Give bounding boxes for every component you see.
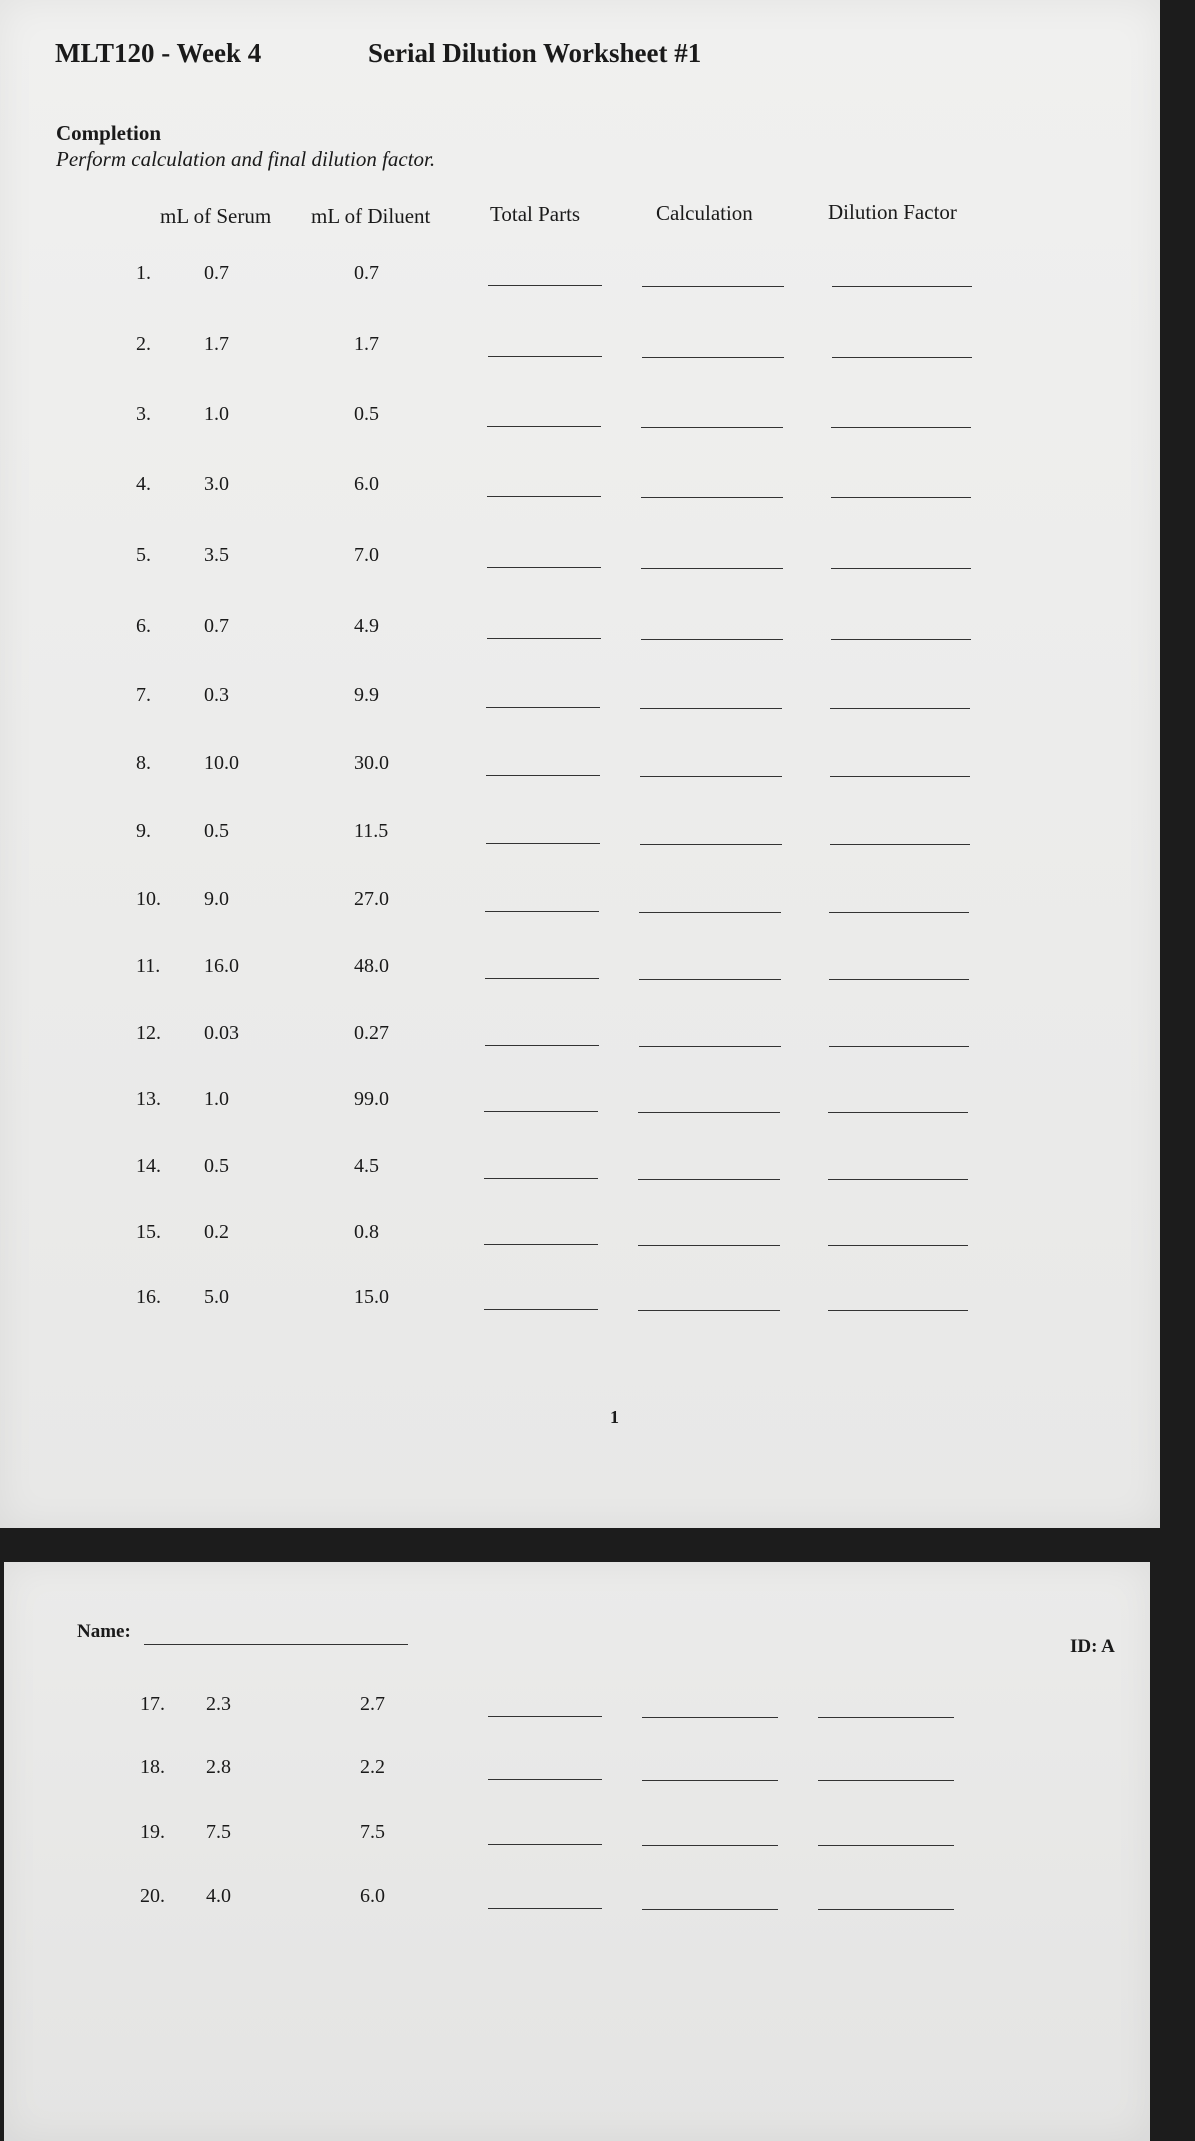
problem-number: 10. — [136, 888, 161, 910]
total-parts-field[interactable] — [488, 1716, 602, 1717]
calculation-field[interactable] — [638, 1310, 780, 1311]
dilution-factor-field[interactable] — [831, 568, 971, 569]
serum-value: 2.3 — [206, 1693, 231, 1715]
dilution-factor-field[interactable] — [828, 1112, 968, 1113]
problem-number: 16. — [136, 1286, 161, 1308]
total-parts-field[interactable] — [487, 567, 601, 568]
problem-number: 4. — [136, 473, 151, 495]
calculation-field[interactable] — [639, 979, 781, 980]
calculation-field[interactable] — [638, 1112, 780, 1113]
problem-number: 5. — [136, 544, 151, 566]
calculation-field[interactable] — [640, 776, 782, 777]
column-header-dilution-factor: Dilution Factor — [828, 200, 957, 224]
problem-number: 7. — [136, 684, 151, 706]
dilution-factor-field[interactable] — [818, 1845, 954, 1846]
id-label: ID: A — [1070, 1636, 1115, 1657]
dilution-factor-field[interactable] — [828, 1179, 968, 1180]
calculation-field[interactable] — [638, 1245, 780, 1246]
diluent-value: 4.5 — [354, 1155, 379, 1177]
serum-value: 1.7 — [204, 333, 229, 355]
dilution-factor-field[interactable] — [831, 497, 971, 498]
serum-value: 3.0 — [204, 473, 229, 495]
total-parts-field[interactable] — [488, 356, 602, 357]
total-parts-field[interactable] — [487, 496, 601, 497]
total-parts-field[interactable] — [488, 285, 602, 286]
problem-number: 17. — [140, 1693, 165, 1715]
column-header-calculation: Calculation — [656, 201, 753, 225]
serum-value: 0.7 — [204, 615, 229, 637]
diluent-value: 7.5 — [360, 1821, 385, 1843]
worksheet-page-2 — [4, 1562, 1150, 2141]
diluent-value: 4.9 — [354, 615, 379, 637]
calculation-field[interactable] — [638, 1179, 780, 1180]
diluent-value: 0.8 — [354, 1221, 379, 1243]
problem-number: 1. — [136, 262, 151, 284]
diluent-value: 11.5 — [354, 820, 389, 842]
problem-number: 12. — [136, 1022, 161, 1044]
diluent-value: 6.0 — [360, 1885, 385, 1907]
calculation-field[interactable] — [641, 639, 783, 640]
problem-number: 6. — [136, 615, 151, 637]
calculation-field[interactable] — [642, 1909, 778, 1910]
name-field[interactable] — [144, 1644, 408, 1645]
diluent-value: 0.27 — [354, 1022, 389, 1044]
total-parts-field[interactable] — [487, 638, 601, 639]
diluent-value: 27.0 — [354, 888, 389, 910]
calculation-field[interactable] — [642, 1845, 778, 1846]
serum-value: 0.5 — [204, 1155, 229, 1177]
dilution-factor-field[interactable] — [831, 427, 971, 428]
dilution-factor-field[interactable] — [832, 357, 972, 358]
dilution-factor-field[interactable] — [829, 912, 969, 913]
serum-value: 10.0 — [204, 752, 239, 774]
diluent-value: 2.2 — [360, 1756, 385, 1778]
calculation-field[interactable] — [641, 497, 783, 498]
problem-number: 20. — [140, 1885, 165, 1907]
name-label: Name: — [77, 1621, 131, 1642]
serum-value: 7.5 — [206, 1821, 231, 1843]
serum-value: 5.0 — [204, 1286, 229, 1308]
page-number: 1 — [610, 1407, 619, 1427]
calculation-field[interactable] — [642, 357, 784, 358]
calculation-field[interactable] — [642, 286, 784, 287]
dilution-factor-field[interactable] — [818, 1909, 954, 1910]
diluent-value: 48.0 — [354, 955, 389, 977]
problem-number: 15. — [136, 1221, 161, 1243]
serum-value: 16.0 — [204, 955, 239, 977]
problem-number: 9. — [136, 820, 151, 842]
serum-value: 0.7 — [204, 262, 229, 284]
total-parts-field[interactable] — [488, 1779, 602, 1780]
total-parts-field[interactable] — [487, 426, 601, 427]
diluent-value: 7.0 — [354, 544, 379, 566]
serum-value: 0.2 — [204, 1221, 229, 1243]
dilution-factor-field[interactable] — [818, 1780, 954, 1781]
dilution-factor-field[interactable] — [830, 708, 970, 709]
total-parts-field[interactable] — [484, 1178, 598, 1179]
total-parts-field[interactable] — [484, 1111, 598, 1112]
dilution-factor-field[interactable] — [832, 286, 972, 287]
dilution-factor-field[interactable] — [831, 639, 971, 640]
total-parts-field[interactable] — [485, 1045, 599, 1046]
problem-number: 14. — [136, 1155, 161, 1177]
total-parts-field[interactable] — [486, 843, 600, 844]
problem-number: 8. — [136, 752, 151, 774]
serum-value: 3.5 — [204, 544, 229, 566]
total-parts-field[interactable] — [485, 911, 599, 912]
dilution-factor-field[interactable] — [829, 1046, 969, 1047]
calculation-field[interactable] — [641, 568, 783, 569]
diluent-value: 0.7 — [354, 262, 379, 284]
calculation-field[interactable] — [642, 1717, 778, 1718]
instructions-text: Perform calculation and final dilution factor. — [56, 147, 436, 171]
total-parts-field[interactable] — [488, 1908, 602, 1909]
serum-value: 1.0 — [204, 1088, 229, 1110]
column-header-serum: mL of Serum — [160, 204, 272, 228]
calculation-field[interactable] — [639, 912, 781, 913]
serum-value: 0.5 — [204, 820, 229, 842]
diluent-value: 9.9 — [354, 684, 379, 706]
serum-value: 0.03 — [204, 1022, 239, 1044]
problem-number: 19. — [140, 1821, 165, 1843]
course-title: MLT120 - Week 4 — [55, 38, 262, 68]
total-parts-field[interactable] — [485, 978, 599, 979]
problem-number: 13. — [136, 1088, 161, 1110]
total-parts-field[interactable] — [484, 1309, 598, 1310]
serum-value: 1.0 — [204, 403, 229, 425]
problem-number: 3. — [136, 403, 151, 425]
problem-number: 11. — [136, 955, 161, 977]
total-parts-field[interactable] — [484, 1244, 598, 1245]
diluent-value: 2.7 — [360, 1693, 385, 1715]
calculation-field[interactable] — [641, 427, 783, 428]
worksheet-title: Serial Dilution Worksheet #1 — [368, 38, 702, 68]
diluent-value: 0.5 — [354, 403, 379, 425]
serum-value: 4.0 — [206, 1885, 231, 1907]
calculation-field[interactable] — [640, 708, 782, 709]
dilution-factor-field[interactable] — [830, 776, 970, 777]
diluent-value: 30.0 — [354, 752, 389, 774]
total-parts-field[interactable] — [486, 707, 600, 708]
dilution-factor-field[interactable] — [830, 844, 970, 845]
calculation-field[interactable] — [642, 1780, 778, 1781]
diluent-value: 99.0 — [354, 1088, 389, 1110]
serum-value: 2.8 — [206, 1756, 231, 1778]
problem-number: 2. — [136, 333, 151, 355]
column-header-diluent: mL of Diluent — [311, 204, 431, 228]
diluent-value: 15.0 — [354, 1286, 389, 1308]
calculation-field[interactable] — [640, 844, 782, 845]
dilution-factor-field[interactable] — [828, 1245, 968, 1246]
problem-number: 18. — [140, 1756, 165, 1778]
total-parts-field[interactable] — [486, 775, 600, 776]
dilution-factor-field[interactable] — [828, 1310, 968, 1311]
total-parts-field[interactable] — [488, 1844, 602, 1845]
serum-value: 9.0 — [204, 888, 229, 910]
diluent-value: 1.7 — [354, 333, 379, 355]
dilution-factor-field[interactable] — [829, 979, 969, 980]
section-title: Completion — [56, 121, 161, 145]
diluent-value: 6.0 — [354, 473, 379, 495]
serum-value: 0.3 — [204, 684, 229, 706]
calculation-field[interactable] — [639, 1046, 781, 1047]
dilution-factor-field[interactable] — [818, 1717, 954, 1718]
column-header-total-parts: Total Parts — [490, 202, 581, 226]
